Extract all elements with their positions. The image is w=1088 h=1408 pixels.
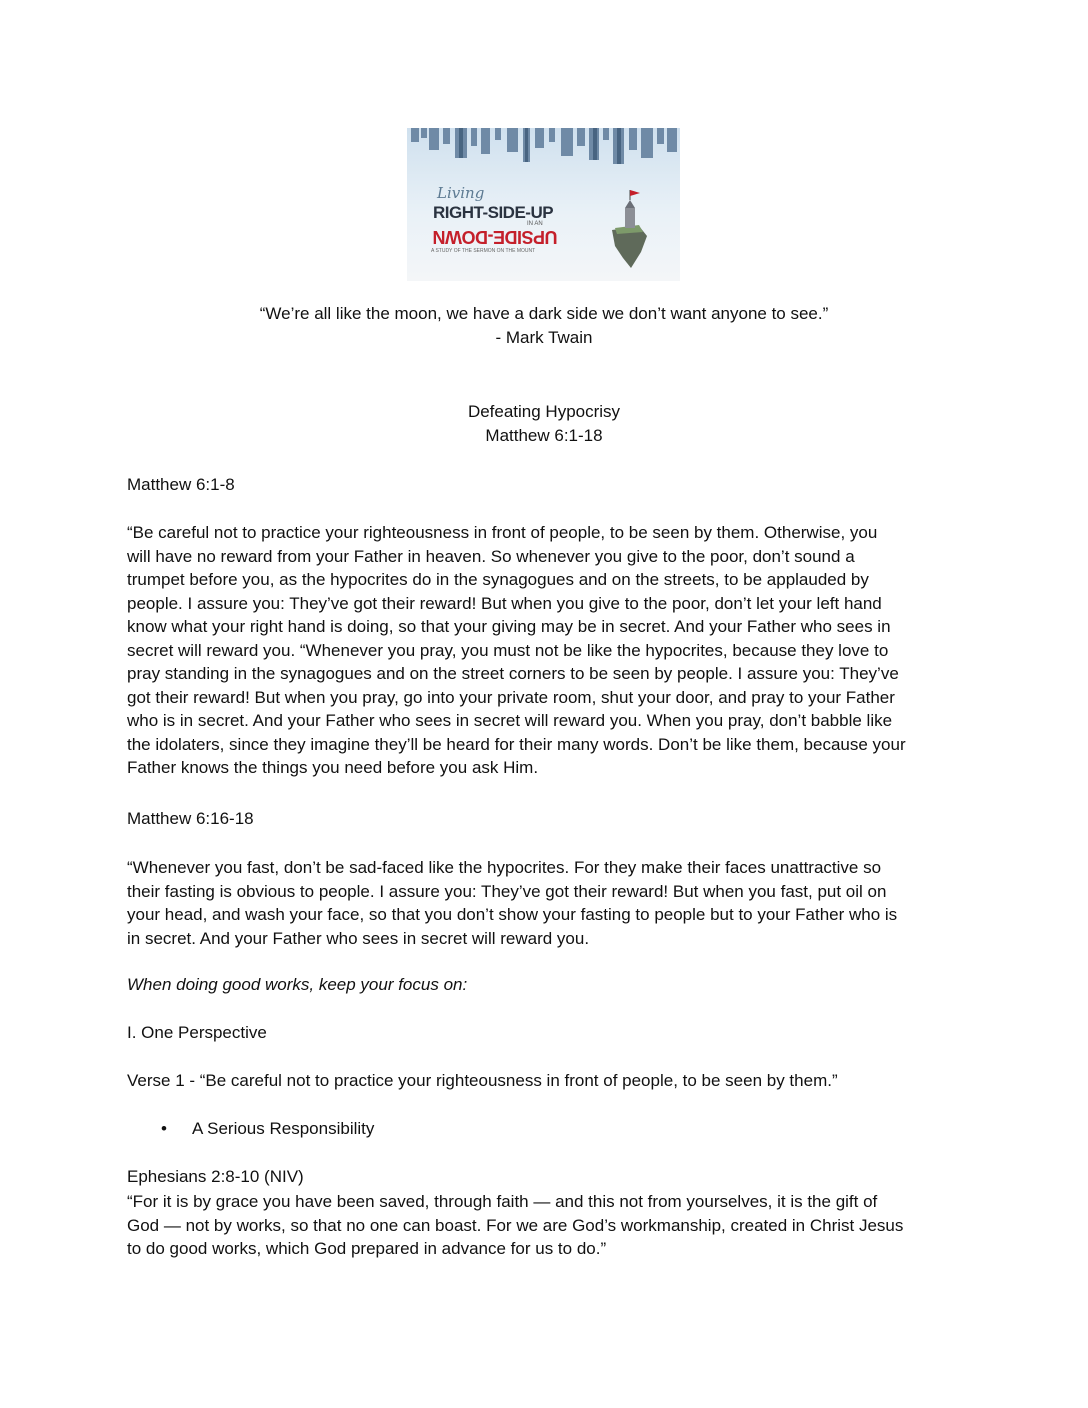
point1-heading: I. One Perspective xyxy=(127,1023,267,1042)
passage-line: got their reward! But when you pray, go into your private room, shut your door, and pray to your Father xyxy=(127,687,895,707)
banner-right-side-up-text: RIGHT-SIDE-UP xyxy=(433,203,554,222)
focus-intro: When doing good works, keep your focus on: xyxy=(127,975,468,994)
passage-line: to do good works, which God prepared in advance for us to do.” xyxy=(127,1239,607,1258)
passage-line: their fasting is obvious to people. I assure you: They’ve got their reward! But when you fast, put oil on xyxy=(127,881,887,901)
bullet-marker: • xyxy=(161,1119,167,1138)
passage-line: “Whenever you fast, don’t be sad-faced like the hypocrites. For they make their faces unattractive so xyxy=(127,858,882,877)
passage-line: know what your right hand is doing, so that your giving may be in secret. And your Father who sees in xyxy=(127,617,891,636)
series-banner-image xyxy=(407,128,680,281)
passage-line: God — not by works, so that no one can boast. For we are God’s workmanship, created in Christ Jesus xyxy=(127,1215,904,1235)
banner-living-text: Living xyxy=(437,184,485,202)
section1-passage xyxy=(127,521,967,780)
passage-line: Father knows the things you need before you ask Him. xyxy=(127,758,539,777)
passage-line: the idolaters, since they imagine they’ll be heard for their many words. Don’t be like them, because your xyxy=(127,734,906,754)
section2-heading: Matthew 6:16-18 xyxy=(127,809,254,828)
ephesians-heading: Ephesians 2:8-10 (NIV) xyxy=(127,1167,304,1186)
banner-subtitle-text: A STUDY OF THE SERMON ON THE MOUNT xyxy=(431,248,536,254)
banner-upside-down-text: UPSIDE-DOWN xyxy=(433,227,558,247)
passage-line: people. I assure you: They’ve got their reward! But when you give to the poor, don’t let your left hand xyxy=(127,593,882,613)
quote-author: - Mark Twain xyxy=(495,328,593,347)
passage-line: “Be careful not to practice your righteousness in front of people, to be seen by them. Otherwise, you xyxy=(127,523,878,542)
passage-line: secret will reward you. “Whenever you pray, you must not be like the hypocrites, because they love to xyxy=(127,640,889,660)
passage-line: “For it is by grace you have been saved, through faith — and this not from yourselves, it is the gift of xyxy=(127,1192,878,1211)
section1-heading: Matthew 6:1-8 xyxy=(127,475,235,494)
sermon-reference: Matthew 6:1-18 xyxy=(485,426,603,445)
passage-line: pray standing in the synagogues and on the street corners to be seen by people. I assure you: They’ve xyxy=(127,664,899,683)
section2-passage xyxy=(127,856,967,950)
passage-line: in secret. And your Father who sees in secret will reward you. xyxy=(127,928,590,948)
point1-bullet-text: A Serious Responsibility xyxy=(192,1119,375,1138)
quote-text: “We’re all like the moon, we have a dark side we don’t want anyone to see.” xyxy=(259,304,829,323)
passage-line: trumpet before you, as the hypocrites do in the synagogues and on the streets, to be applauded by xyxy=(127,570,869,589)
passage-line: will have no reward from your Father in heaven. So whenever you give to the poor, don’t sound a xyxy=(127,546,855,566)
point1-verse: Verse 1 - “Be careful not to practice your righteousness in front of people, to be seen by them.” xyxy=(127,1071,838,1090)
banner-in-text: IN AN xyxy=(527,221,543,227)
passage-line: who is in secret. And your Father who sees in secret will reward you. When you pray, don’t babble like xyxy=(127,711,893,730)
ephesians-passage xyxy=(127,1190,967,1261)
sermon-title: Defeating Hypocrisy xyxy=(467,402,621,421)
passage-line: your head, and wash your face, so that you don’t show your fasting to people but to your Father who is xyxy=(127,905,898,924)
